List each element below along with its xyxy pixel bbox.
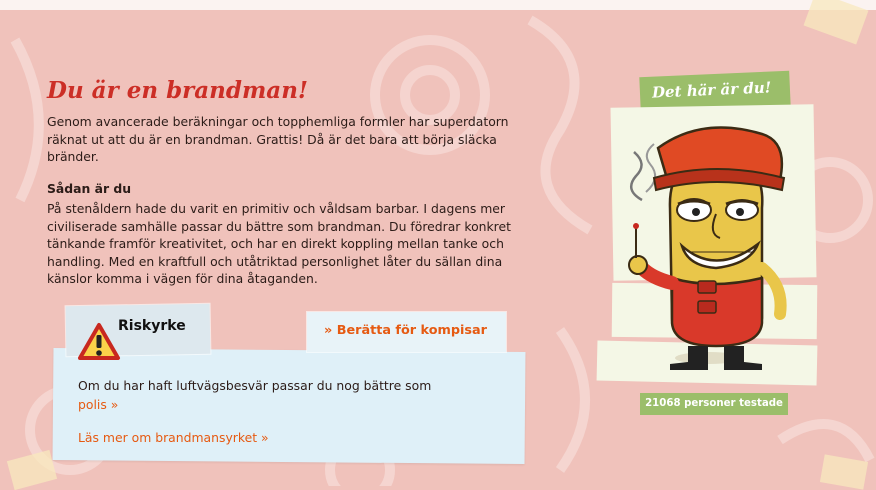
tape-decoration <box>804 0 869 44</box>
people-tested-count: 21068 personer testade <box>640 393 788 415</box>
risk-label: Riskyrke <box>118 318 186 334</box>
intro-text: Genom avancerade beräkningar och topphemliga formler har superdatorn räknat ut att du är en brandman. Grattis! Då är det bara att börja släcka bränder. <box>47 114 509 164</box>
warning-icon <box>77 322 121 362</box>
tell-friends-button[interactable]: » Berätta för kompisar <box>324 323 487 338</box>
risk-info-box <box>53 348 526 464</box>
tape-decoration <box>7 450 57 490</box>
portrait-ribbon-label: Det här är du! <box>651 78 772 102</box>
risk-text: Om du har haft luftvägsbesvär passar du nog bättre som <box>78 378 432 393</box>
tape-decoration <box>820 454 868 489</box>
top-strip <box>0 0 876 10</box>
profile-heading: Sådan är du <box>47 181 132 196</box>
profile-text: På stenåldern hade du varit en primitiv och våldsam barbar. I dagens mer civiliserade samhälle passar du bättre som brandman. Du föredrar konkret tänkande framför kreativitet, och har en direkt koppling mellan tanke och handling. Med en kraftfull och utåtriktad personlighet låter du sällan dina känslor komma i vägen för dina åtaganden. <box>47 201 511 286</box>
police-link[interactable]: polis » <box>78 397 119 412</box>
read-more-link[interactable]: Läs mer om brandmansyrket » <box>78 430 269 445</box>
page-title: Du är en brandman! <box>47 77 309 104</box>
firefighter-illustration <box>612 118 822 380</box>
